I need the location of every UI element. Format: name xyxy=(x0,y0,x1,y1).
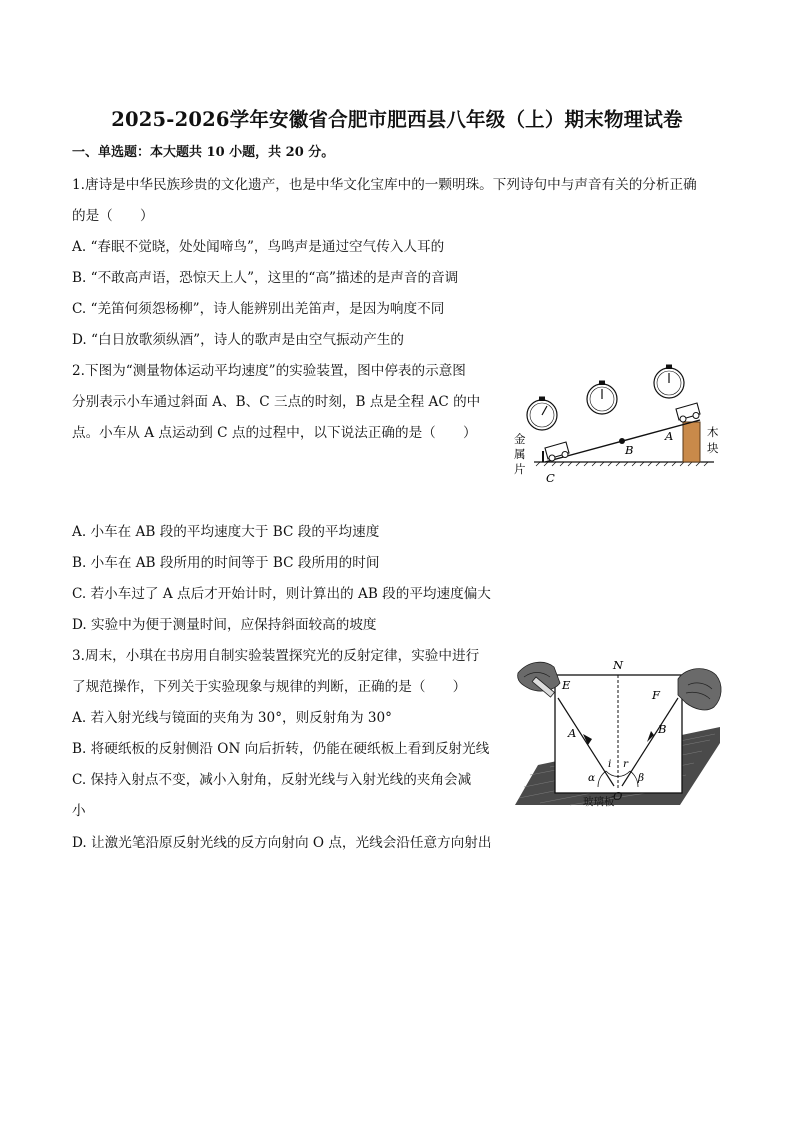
label-r: r xyxy=(623,758,629,770)
label-a: A xyxy=(568,726,577,740)
right-hand xyxy=(678,669,721,710)
q3-option-c: C. 保持入射点不变，减小入射角，反射光线与入射光线的夹角会减 xyxy=(72,772,472,788)
q1-option-d: D. “白日放歌须纵酒”，诗人的歌声是由空气振动产生的 xyxy=(72,332,405,348)
label-b: B xyxy=(658,722,667,736)
label-wood-1: 木 xyxy=(707,425,719,439)
label-metal-3: 片 xyxy=(514,462,526,476)
label-wood-2: 块 xyxy=(707,441,719,455)
q2-incline-figure xyxy=(512,362,724,488)
label-point-b: B xyxy=(625,443,634,457)
label-f: F xyxy=(652,688,660,702)
q1-stem-line1: 1.唐诗是中华民族珍贵的文化遗产，也是中华文化宝库中的一颗明珠。下列诗句中与声音有关的分析正确 xyxy=(72,177,697,193)
q2-stem-line3: 点。小车从 A 点运动到 C 点的过程中，以下说法正确的是（ ） xyxy=(72,425,477,441)
cart-top xyxy=(676,403,700,422)
q2-option-b: B. 小车在 AB 段所用的时间等于 BC 段所用的时间 xyxy=(72,555,380,571)
q2-option-a: A. 小车在 AB 段的平均速度大于 BC 段的平均速度 xyxy=(72,524,380,540)
label-beta: β xyxy=(638,772,645,784)
q1-option-b: B. “不敢高声语，恐惊天上人”，这里的“高”描述的是声音的音调 xyxy=(72,270,459,286)
label-point-c: C xyxy=(546,471,555,485)
q2-option-d: D. 实验中为便于测量时间，应保持斜面较高的坡度 xyxy=(72,617,377,633)
exam-title: 2025-2026学年安徽省合肥市肥西县八年级（上）期末物理试卷 xyxy=(111,108,683,131)
stopwatch-b xyxy=(587,381,617,414)
q2-option-c: C. 若小车过了 A 点后才开始计时，则计算出的 AB 段的平均速度偏大 xyxy=(72,586,491,602)
q3-reflection-figure xyxy=(510,655,732,810)
q2-stem-line1: 2.下图为“测量物体运动平均速度”的实验装置，图中停表的示意图 xyxy=(72,363,466,379)
q1-option-c: C. “羌笛何须怨杨柳”，诗人能辨别出羌笛声，是因为响度不同 xyxy=(72,301,445,317)
q3-option-c-continued: 小 xyxy=(72,803,86,819)
label-metal-2: 属 xyxy=(514,447,526,461)
q3-option-b: B. 将硬纸板的反射侧沿 ON 向后折转，仍能在硬纸板上看到反射光线 xyxy=(72,741,490,757)
q3-stem-line2: 了规范操作，下列关于实验现象与规律的判断，正确的是（ ） xyxy=(72,679,467,695)
label-i: i xyxy=(608,758,612,770)
wood-block xyxy=(683,422,700,462)
section-heading-single-choice: 一、单选题：本大题共 10 小题，共 20 分。 xyxy=(72,145,335,160)
q3-option-a: A. 若入射光线与镜面的夹角为 30°，则反射角为 30° xyxy=(72,710,392,726)
label-glass-plate: 玻璃板 xyxy=(583,796,615,808)
left-hand-laser-pen xyxy=(518,662,560,697)
label-n: N xyxy=(613,658,624,672)
label-e: E xyxy=(562,678,571,692)
q3-option-d: D. 让激光笔沿原反射光线的反方向射向 O 点，光线会沿任意方向射出 xyxy=(72,835,492,851)
label-alpha: α xyxy=(588,772,596,784)
stopwatch-a xyxy=(654,365,684,398)
q1-stem-line2: 的是（ ） xyxy=(72,208,154,224)
q2-stem-line2: 分别表示小车通过斜面 A、B、C 三点的时刻，B 点是全程 AC 的中 xyxy=(72,394,481,410)
label-point-a: A xyxy=(665,429,674,443)
stopwatch-c xyxy=(527,397,557,430)
q1-option-a: A. “春眠不觉晓，处处闻啼鸟”，鸟鸣声是通过空气传入人耳的 xyxy=(72,239,445,255)
q3-stem-line1: 3.周末，小琪在书房用自制实验装置探究光的反射定律，实验中进行 xyxy=(72,648,480,664)
label-metal-1: 金 xyxy=(514,432,526,446)
label-o: O xyxy=(613,789,623,803)
